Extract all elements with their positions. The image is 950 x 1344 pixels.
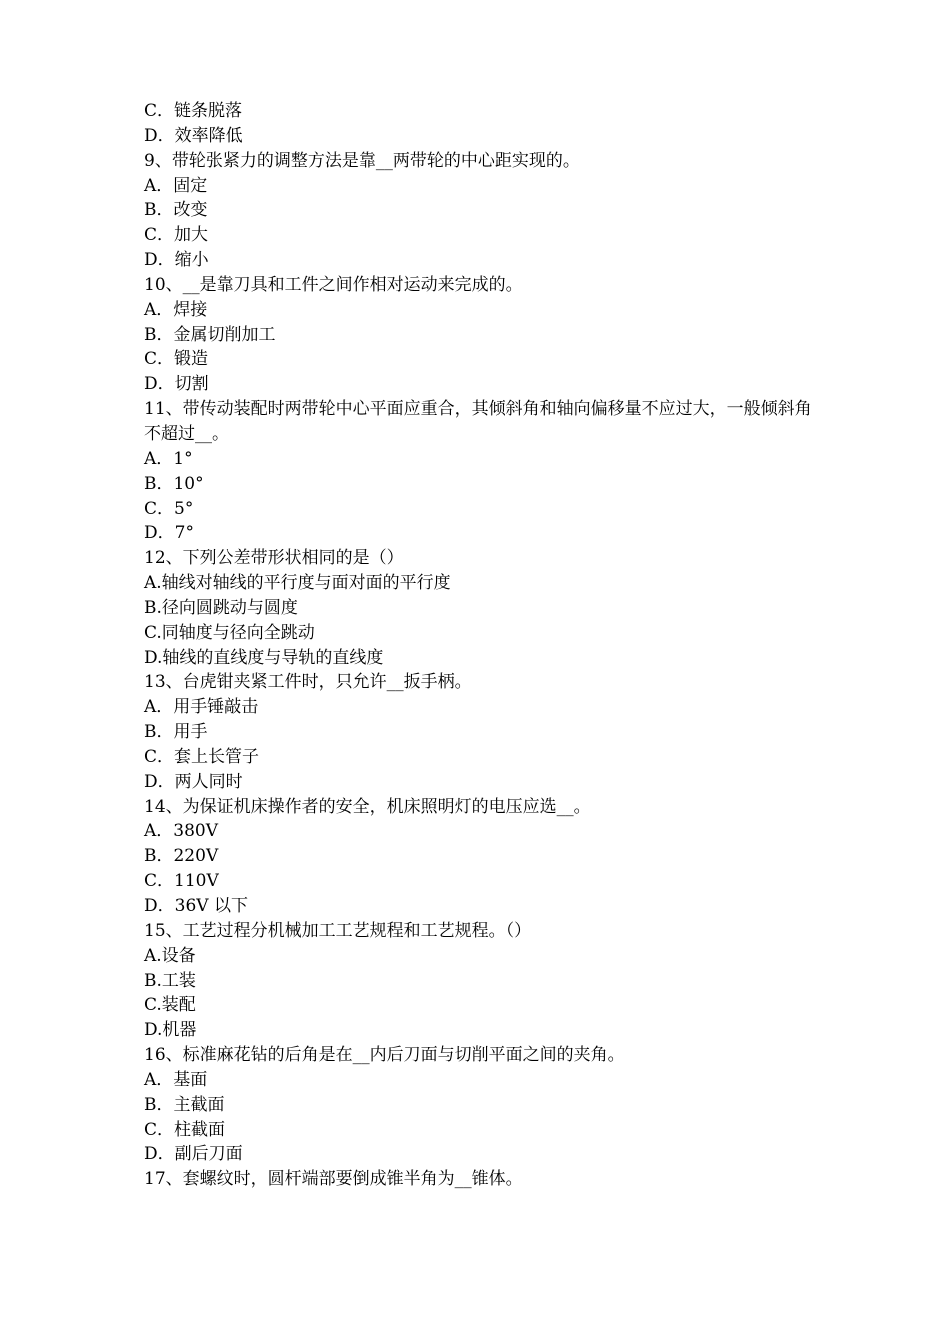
option-10d: D．切割 (144, 374, 209, 395)
option-11a: A．1° (144, 448, 193, 469)
option-13b: B．用手 (144, 722, 208, 743)
option-9d: D．缩小 (144, 250, 209, 271)
option-13c: C．套上长管子 (144, 746, 260, 767)
option-13d: D．两人同时 (144, 771, 243, 792)
option-11d: D．7° (144, 523, 194, 544)
option-12a: A.轴线对轴线的平行度与面对面的平行度 (144, 573, 451, 594)
option-8c: C．链条脱落 (144, 101, 243, 121)
question-17: 17、套螺纹时，圆杆端部要倒成锥半角为__锥体。 (144, 1169, 523, 1190)
option-11b: B．10° (144, 473, 204, 494)
option-14b: B．220V (144, 846, 219, 867)
option-8d: D．效率降低 (144, 125, 243, 146)
option-9a: A．固定 (144, 175, 208, 196)
question-14: 14、为保证机床操作者的安全，机床照明灯的电压应选__。 (144, 796, 591, 817)
question-10: 10、__是靠刀具和工件之间作相对运动来完成的。 (144, 274, 523, 295)
option-9b: B．改变 (144, 200, 208, 221)
option-16d: D．副后刀面 (144, 1144, 243, 1165)
option-12d: D.轴线的直线度与导轨的直线度 (144, 647, 384, 668)
question-11: 11、带传动装配时两带轮中心平面应重合，其倾斜角和轴向偏移量不应过大，一般倾斜角不超过__。 (144, 399, 812, 444)
option-10a: A．焊接 (144, 299, 208, 320)
option-10c: C．锻造 (144, 349, 209, 370)
question-9: 9、带轮张紧力的调整方法是靠__两带轮的中心距实现的。 (144, 150, 580, 171)
option-14a: A．380V (144, 821, 219, 842)
option-14c: C．110V (144, 871, 219, 892)
option-16b: B．主截面 (144, 1094, 225, 1115)
option-12c: C.同轴度与径向全跳动 (144, 622, 315, 643)
question-12: 12、下列公差带形状相同的是（） (144, 548, 404, 569)
option-16c: C．柱截面 (144, 1119, 226, 1140)
option-15b: B.工装 (144, 970, 196, 991)
question-16: 16、标准麻花钻的后角是在__内后刀面与切削平面之间的夹角。 (144, 1045, 625, 1066)
option-10b: B．金属切削加工 (144, 324, 276, 345)
option-13a: A．用手锤敲击 (144, 697, 259, 718)
option-15a: A.设备 (144, 945, 196, 966)
option-11c: C．5° (144, 498, 194, 519)
option-9c: C．加大 (144, 225, 209, 246)
option-12b: B.径向圆跳动与圆度 (144, 597, 298, 618)
option-15d: D.机器 (144, 1020, 197, 1041)
option-15c: C.装配 (144, 995, 196, 1016)
question-15: 15、工艺过程分机械加工工艺规程和工艺规程。（） (144, 920, 532, 941)
option-16a: A．基面 (144, 1069, 208, 1090)
question-13: 13、台虎钳夹紧工件时，只允许__扳手柄。 (144, 672, 472, 693)
document-page (144, 99, 824, 1192)
option-14d: D．36V 以下 (144, 896, 248, 916)
